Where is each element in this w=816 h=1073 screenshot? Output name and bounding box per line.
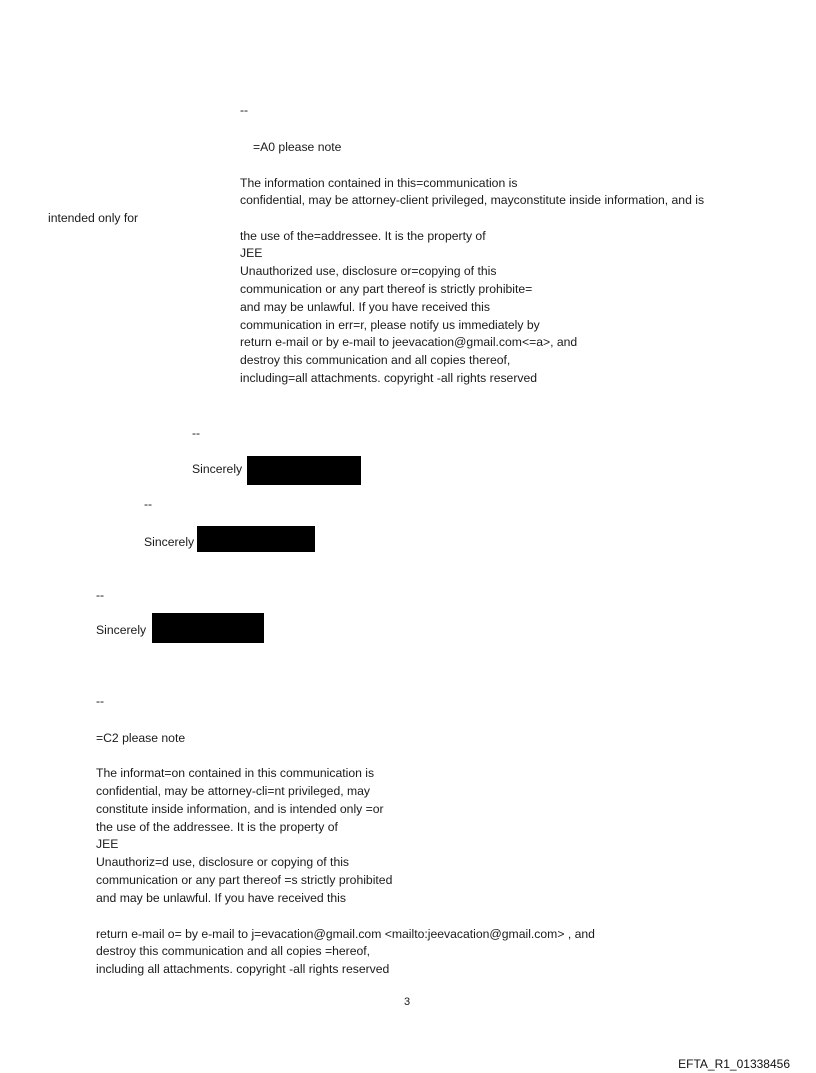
disclaimer-line: the use of the addressee. It is the property of [96,820,338,834]
document-id: EFTA_R1_01338456 [678,1057,790,1071]
disclaimer-line: confidential, may be attorney-cli=nt privileged, may [96,784,371,798]
disclaimer-line: the use of the=addressee. It is the property of [240,229,486,243]
disclaimer-line: including=all attachments. copyright -all rights reserved [240,371,538,385]
disclaimer-line: Unauthorized use, disclosure or=copying of this [240,264,497,278]
page-number: 3 [404,996,411,1008]
disclaimer-line: JEE [240,246,263,260]
redaction-box [152,613,264,643]
disclaimer-line: and may be unlawful. If you have received this [96,891,346,905]
disclaimer-line: destroy this communication and all copies =hereof, [96,944,371,958]
redaction-box [247,456,361,485]
disclaimer-line: intended only for [48,211,139,225]
signature-label: Sincerely [144,535,195,549]
signature-label: Sincerely [96,623,147,637]
disclaimer-line: including all attachments. copyright -all rights reserved [96,962,390,976]
separator: -- [240,103,249,117]
disclaimer-line: communication or any part thereof =s strictly prohibited [96,873,393,887]
separator: -- [144,497,153,511]
disclaimer-line: return e-mail o= by e-mail to j=evacation@gmail.com <mailto:jeevacation@gmail.com> , and [96,927,595,941]
separator: -- [96,588,105,602]
disclaimer-line: return e-mail or by e-mail to jeevacation@gmail.com<=a>, and [240,335,578,349]
separator: -- [96,694,105,708]
disclaimer-line: communication in err=r, please notify us immediately by [240,318,540,332]
disclaimer-line: confidential, may be attorney-client privileged, mayconstitute inside information, and is [240,193,705,207]
disclaimer-line: communication or any part thereof is strictly prohibite= [240,282,533,296]
redaction-box [197,526,315,552]
disclaimer-line: and may be unlawful. If you have received this [240,300,490,314]
disclaimer-line: constitute inside information, and is intended only =or [96,802,384,816]
disclaimer-line: destroy this communication and all copies thereof, [240,353,511,367]
disclaimer-line: The informat=on contained in this communication is [96,766,375,780]
disclaimer-line: Unauthoriz=d use, disclosure or copying of this [96,855,350,869]
signature-label: Sincerely [192,462,243,476]
note-header: =A0 please note [253,140,342,154]
disclaimer-line: JEE [96,837,119,851]
separator: -- [192,426,201,440]
note-header: =C2 please note [96,731,186,745]
disclaimer-line: The information contained in this=communication is [240,176,518,190]
